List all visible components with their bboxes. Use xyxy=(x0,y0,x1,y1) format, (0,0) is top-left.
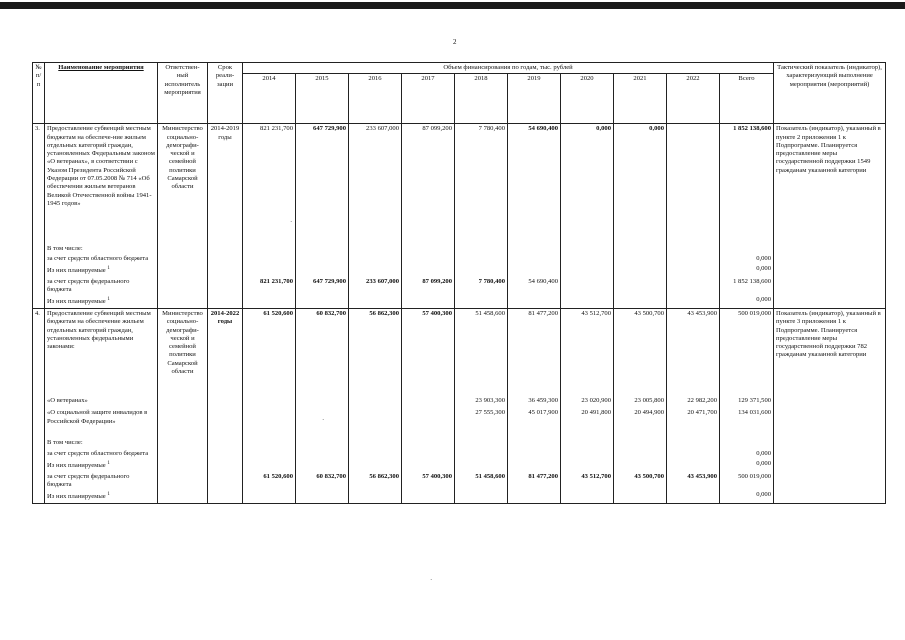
col-exec-header: Ответствен-ный исполнитель мероприятия xyxy=(158,63,208,124)
value-cell: 43 453,900 xyxy=(667,308,720,396)
value-cell: 57 400,300 xyxy=(402,472,455,491)
value-cell: 36 459,300 xyxy=(508,396,561,408)
row-label: В том числе: xyxy=(45,244,158,254)
value-cell: 500 019,000 xyxy=(720,308,774,396)
value-cell xyxy=(296,396,349,408)
value-cell: 1 852 138,600 xyxy=(720,277,774,296)
value-cell: 45 017,900 xyxy=(508,408,561,438)
value-cell: 57 400,300 xyxy=(402,308,455,396)
year-header: 2022 xyxy=(667,74,720,124)
value-cell: 0,000 xyxy=(720,449,774,459)
value-cell: 43 512,700 xyxy=(561,472,614,491)
row-term: 2014-2022 годы xyxy=(208,308,243,396)
value-cell: 81 477,200 xyxy=(508,308,561,396)
row-label: Из них планируемые $^1$ xyxy=(45,490,158,503)
value-cell: 20 471,700 xyxy=(667,408,720,438)
value-cell xyxy=(243,396,296,408)
value-cell xyxy=(667,277,720,296)
scan-speck: · xyxy=(430,576,433,584)
table-row xyxy=(33,244,886,254)
value-cell: 43 512,700 xyxy=(561,308,614,396)
col-term-header: Срок реали-зации xyxy=(208,63,243,124)
value-cell: 821 231,700 xyxy=(243,277,296,296)
row-name: Предоставление субвенций местным бюджетам на обеспече-ние жильем отдельных категорий граждан, установленных Федеральным законом «О ветеранах», в соответствии с Указом Президента Российской Федерации от 07.05.2008 № 714 «Об обеспечении жильем ветеранов Великой Отечественной войны 1941-1945 годов» xyxy=(45,124,158,244)
col-funding-header: Объем финансирования по годам, тыс. рублей xyxy=(243,63,774,74)
table-row xyxy=(33,264,886,276)
value-cell xyxy=(402,408,455,438)
scan-speck: · xyxy=(322,416,325,424)
table-row xyxy=(33,459,886,471)
value-cell: 61 520,600 xyxy=(243,308,296,396)
row-number: 3. xyxy=(33,124,45,244)
row-label: Из них планируемые $^1$ xyxy=(45,295,158,308)
row-name: Предоставление субвенций местным бюджетам на обеспечение жильем отдельных категорий граждан, установленных федеральными законами: xyxy=(45,308,158,396)
scan-top-border xyxy=(0,2,905,9)
row-term: 2014-2019 годы xyxy=(208,124,243,244)
value-cell: 233 607,000 xyxy=(349,277,402,296)
table-row xyxy=(33,308,886,396)
value-cell: 56 862,300 xyxy=(349,472,402,491)
value-cell: 1 852 138,600 xyxy=(720,124,774,244)
value-cell: 60 832,700 xyxy=(296,472,349,491)
row-label: «О социальной защите инвалидов в Российской Федерации» xyxy=(45,408,158,438)
table-row xyxy=(33,408,886,438)
row-label: Из них планируемые $^1$ xyxy=(45,264,158,276)
row-indicator: Показатель (индикатор), указанный в пункте 3 приложения 1 к Подпрограмме. Планируется предоставление меры государственной поддержки 782 гражданам указанной категории xyxy=(774,308,886,408)
value-cell: 43 453,900 xyxy=(667,472,720,491)
value-cell: 20 494,900 xyxy=(614,408,667,438)
value-cell: 43 500,700 xyxy=(614,308,667,396)
value-cell: 821 231,700 xyxy=(243,124,296,244)
table-row xyxy=(33,295,886,308)
page-number: 2 xyxy=(453,38,457,46)
row-label: В том числе: xyxy=(45,438,158,448)
year-header: 2015 xyxy=(296,74,349,124)
value-cell: 7 780,400 xyxy=(455,277,508,296)
value-cell: 87 099,200 xyxy=(402,124,455,244)
footnote-mark: 1 xyxy=(107,492,110,498)
footnote-mark: 1 xyxy=(107,297,110,303)
year-header: 2017 xyxy=(402,74,455,124)
value-cell: 500 019,000 xyxy=(720,472,774,491)
value-cell: 233 607,000 xyxy=(349,124,402,244)
table-row xyxy=(33,490,886,503)
total-header: Всего xyxy=(720,74,774,124)
value-cell: 54 690,400 xyxy=(508,124,561,244)
row-executor: Министерство социально-демографи-ческой и семейной политики Самарской области xyxy=(158,124,208,244)
row-label: за счет средств областного бюджета xyxy=(45,254,158,264)
table-row xyxy=(33,124,886,244)
value-cell xyxy=(296,408,349,438)
col-indicator-header: Тактический показатель (индикатор), характеризующий выполнение мероприятия (мероприятий) xyxy=(774,63,886,124)
value-cell: 87 099,200 xyxy=(402,277,455,296)
value-cell xyxy=(614,277,667,296)
scan-speck: · xyxy=(290,218,293,226)
value-cell xyxy=(349,408,402,438)
value-cell: 61 520,600 xyxy=(243,472,296,491)
row-label: «О ветеранах» xyxy=(45,396,158,408)
value-cell: 51 458,600 xyxy=(455,308,508,396)
value-cell: 0,000 xyxy=(561,124,614,244)
table-row xyxy=(33,472,886,491)
value-cell xyxy=(402,396,455,408)
value-cell xyxy=(243,408,296,438)
row-label: Из них планируемые $^1$ xyxy=(45,459,158,471)
col-name-header: Наименование мероприятия xyxy=(45,63,158,124)
table-row xyxy=(33,449,886,459)
row-label: за счет средств федерального бюджета xyxy=(45,472,158,491)
value-cell: 23 903,300 xyxy=(455,396,508,408)
funding-table xyxy=(32,62,886,504)
value-cell: 23 005,800 xyxy=(614,396,667,408)
value-cell: 54 690,400 xyxy=(508,277,561,296)
table-row xyxy=(33,277,886,296)
row-label: за счет средств федерального бюджета xyxy=(45,277,158,296)
year-header: 2018 xyxy=(455,74,508,124)
value-cell: 0,000 xyxy=(614,124,667,244)
value-cell: 22 982,200 xyxy=(667,396,720,408)
value-cell: 81 477,200 xyxy=(508,472,561,491)
value-cell xyxy=(561,277,614,296)
year-header: 2019 xyxy=(508,74,561,124)
value-cell: 60 832,700 xyxy=(296,308,349,396)
value-cell: 23 020,900 xyxy=(561,396,614,408)
value-cell: 0,000 xyxy=(720,254,774,264)
footnote-mark: 1 xyxy=(107,266,110,272)
year-header: 2014 xyxy=(243,74,296,124)
row-label: за счет средств областного бюджета xyxy=(45,449,158,459)
value-cell: 0,000 xyxy=(720,490,774,503)
value-cell: 0,000 xyxy=(720,295,774,308)
table-row xyxy=(33,254,886,264)
value-cell: 647 729,900 xyxy=(296,277,349,296)
value-cell: 27 555,300 xyxy=(455,408,508,438)
value-cell: 56 862,300 xyxy=(349,308,402,396)
value-cell: 20 491,800 xyxy=(561,408,614,438)
table-row xyxy=(33,438,886,448)
year-header: 2021 xyxy=(614,74,667,124)
value-cell xyxy=(667,124,720,244)
value-cell: 43 500,700 xyxy=(614,472,667,491)
value-cell: 51 458,600 xyxy=(455,472,508,491)
col-num-header: № п/п xyxy=(33,63,45,124)
value-cell xyxy=(349,396,402,408)
value-cell: 129 371,500 xyxy=(720,396,774,408)
table-row xyxy=(33,396,886,408)
value-cell: 7 780,400 xyxy=(455,124,508,244)
value-cell: 0,000 xyxy=(720,264,774,276)
value-cell: 647 729,900 xyxy=(296,124,349,244)
row-number: 4. xyxy=(33,308,45,396)
value-cell: 134 031,600 xyxy=(720,408,774,438)
year-header: 2016 xyxy=(349,74,402,124)
footnote-mark: 1 xyxy=(107,461,110,467)
year-header: 2020 xyxy=(561,74,614,124)
row-indicator: Показатель (индикатор), указанный в пункте 2 приложения 1 к Подпрограмме. Планируется предоставление меры государственной поддержки 1549 гражданам указанной категории xyxy=(774,124,886,244)
value-cell: 0,000 xyxy=(720,459,774,471)
row-executor: Министерство социально-демографи-ческой и семейной политики Самарской области xyxy=(158,308,208,396)
